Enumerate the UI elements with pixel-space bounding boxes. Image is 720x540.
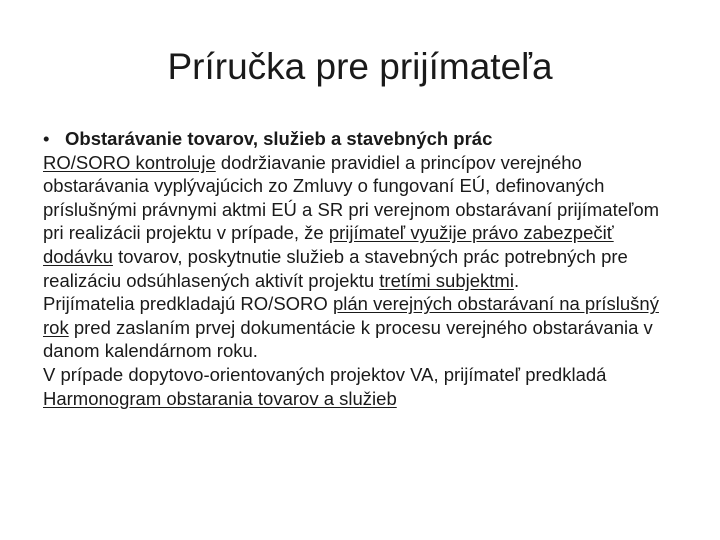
- paragraph-plan: [43, 292, 683, 363]
- slide-title: Príručka pre prijímateľa: [167, 46, 553, 87]
- paragraph-text: .: [513, 269, 520, 291]
- bullet-heading: [43, 127, 683, 151]
- paragraph-text: V prípade dopytovo-orientovaných projektov VA, prijímateľ predkladá: [43, 363, 607, 385]
- underlined-text: prijímateľ využije právo zabezpečiť dodávku: [43, 222, 614, 267]
- paragraph-text: pred zaslaním prvej dokumentácie k procesu verejného obstarávania v danom kalendárnom roku.: [43, 316, 653, 362]
- bullet-heading-text: Obstarávanie tovarov, služieb a stavebných prác: [65, 128, 493, 149]
- paragraph-schedule: [43, 363, 683, 410]
- underlined-text: plán verejných obstarávaní na príslušný rok: [43, 293, 659, 338]
- bullet-icon: •: [43, 128, 50, 149]
- paragraph-text: dodržiavanie pravidiel a princípov verejného obstarávania vyplývajúcich zo Zmluvy o fungovaní EÚ, definovaných príslušnými právnymi aktmi EÚ a SR pri verejnom obstarávaní prijímateľom pri realizácii projektu v prípade, že: [43, 151, 660, 244]
- underlined-text: tretími subjektmi: [379, 269, 514, 291]
- paragraph-text: Prijímatelia predkladajú RO/SORO: [43, 293, 333, 315]
- paragraph-control: [43, 151, 683, 293]
- paragraph-text: tovarov, poskytnutie služieb a stavebných prác potrebných pre realizáciu odsúhlasených aktivít projektu: [43, 245, 628, 291]
- underlined-text: RO/SORO kontroluje: [43, 151, 216, 173]
- underlined-text: Harmonogram obstarania tovarov a služieb: [43, 387, 397, 409]
- slide-content: [43, 127, 683, 410]
